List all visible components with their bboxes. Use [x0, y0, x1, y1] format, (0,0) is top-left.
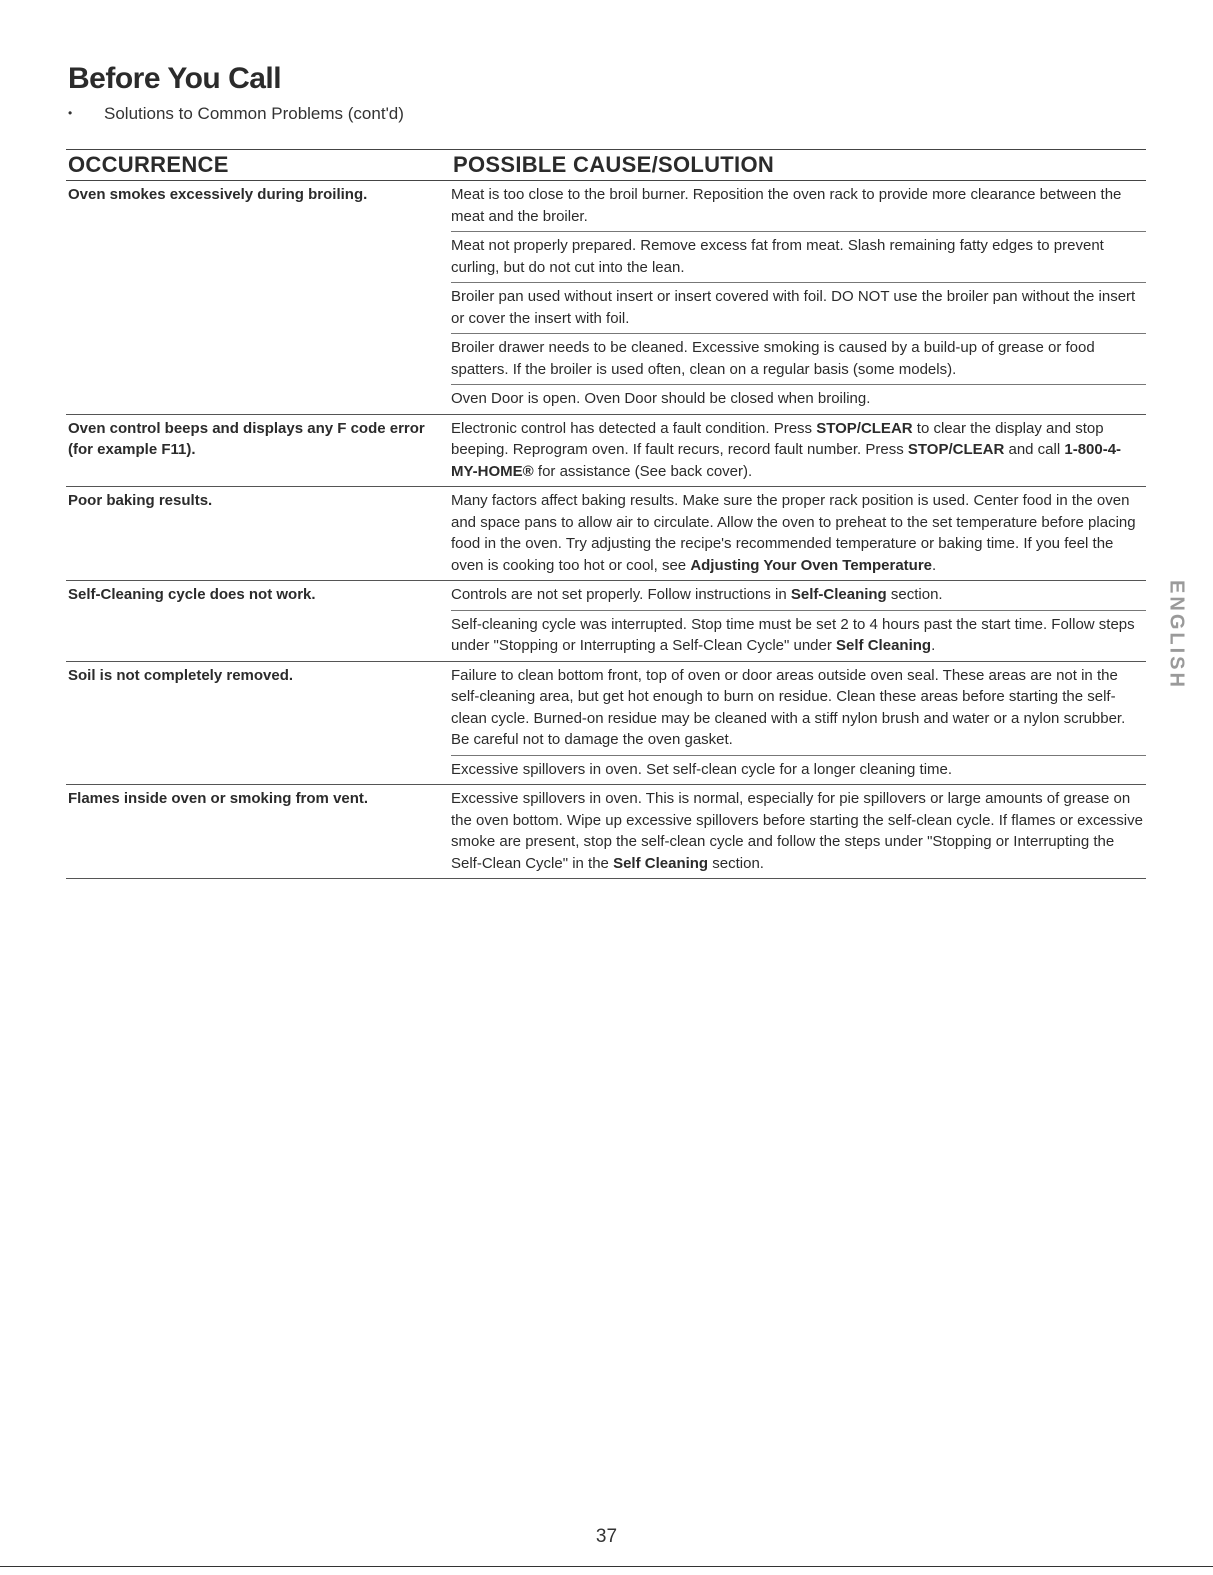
solution-text: Broiler pan used without insert or insert covered with foil. DO NOT use the broiler pan without the insert or cover the insert with foil.	[451, 288, 1136, 327]
occurrence-cell: Oven smokes excessively during broiling.	[68, 186, 368, 203]
solution-column-header: POSSIBLE CAUSE/SOLUTION	[453, 152, 775, 177]
table-row	[66, 415, 1146, 488]
solution-text: and call	[1004, 441, 1065, 458]
solution-text: Oven Door is open. Oven Door should be closed when broiling.	[451, 390, 871, 407]
solution-text: Electronic control has detected a fault condition. Press	[451, 419, 817, 437]
solution-paragraph	[451, 282, 1146, 333]
solution-cell	[451, 581, 1146, 661]
footer-divider	[0, 1566, 1213, 1567]
solution-text: Controls are not set properly. Follow instructions in	[451, 586, 791, 603]
table-row	[66, 662, 1146, 786]
table-body	[66, 181, 1146, 879]
solution-cell	[451, 415, 1146, 487]
occurrence-cell: Self-Cleaning cycle does not work.	[68, 586, 316, 603]
solution-text: Excessive spillovers in oven. Set self-clean cycle for a longer cleaning time.	[451, 760, 953, 778]
solution-text: for assistance (See back cover).	[533, 462, 753, 480]
solution-text: Failure to clean bottom front, top of oven or door areas outside oven seal. These areas are not in the self-cleaning area, but get hot enough to burn on residue. Clean these areas before starting the self-clean cycle. Burned-on residue may be cleaned with a stiff nylon brush and water or a nylon scrubber. Be careful not to damage the oven gasket.	[451, 666, 1126, 748]
occurrence-cell: Flames inside oven or smoking from vent.	[68, 790, 369, 807]
solution-text: Excessive spillovers in oven. This is normal, especially for pie spillovers or large amounts of grease on the oven bottom. Wipe up excessive spillovers before starting the self-clean cycle. If flames or excessive smoke are present, stop the self-clean cycle and follow the steps under "Stopping or Interrupting the Self-Clean Cycle" in the	[451, 790, 1143, 872]
solution-text: section.	[708, 854, 764, 872]
solution-cell	[451, 785, 1146, 878]
solution-cell	[451, 487, 1146, 580]
occurrence-cell: Soil is not completely removed.	[68, 666, 294, 684]
solution-text: Self-cleaning cycle was interrupted. Stop time must be set 2 to 4 hours past the start time. Follow steps under "Stopping or Interrupting a Self-Clean Cycle" under	[451, 615, 1135, 654]
table-row	[66, 785, 1146, 879]
subtitle-text: Solutions to Common Problems (cont'd)	[104, 104, 404, 123]
troubleshooting-table	[66, 149, 1146, 879]
solution-paragraph	[451, 231, 1146, 282]
solution-paragraph	[451, 610, 1146, 661]
occurrence-column-header: OCCURRENCE	[68, 152, 229, 177]
table-row	[66, 487, 1146, 581]
solution-text: section.	[886, 586, 943, 603]
solution-cell	[451, 181, 1146, 414]
table-row	[66, 581, 1146, 662]
solution-emphasis: Adjusting Your Oven Temperature	[690, 556, 933, 574]
solution-text: .	[931, 637, 936, 654]
occurrence-cell: Oven control beeps and displays any F code error (for example F11).	[68, 419, 425, 458]
solution-text: Meat not properly prepared. Remove excess fat from meat. Slash remaining fatty edges to prevent curling, but do not cut into the lean.	[451, 237, 1104, 276]
solution-emphasis: Self Cleaning	[836, 637, 932, 654]
solution-text: Broiler drawer needs to be cleaned. Excessive smoking is caused by a build-up of grease or food spatters. If the broiler is used often, clean on a regular basis (some models).	[451, 339, 1095, 378]
page-subtitle	[68, 104, 404, 124]
solution-text: Many factors affect baking results. Make sure the proper rack position is used. Center food in the oven and space pans to allow air to circulate. Allow the oven to preheat to the set temperature before placing food in the oven. Try adjusting the recipe's recommended temperature or baking time. If you feel the oven is cooking too hot or cool, see	[451, 492, 1136, 574]
solution-emphasis: Self-Cleaning	[790, 586, 887, 603]
solution-paragraph	[451, 581, 1146, 610]
side-tab-label: ENGLISH	[1165, 580, 1188, 690]
occurrence-cell: Poor baking results.	[68, 492, 213, 509]
solution-emphasis: Self Cleaning	[613, 854, 709, 872]
solution-emphasis: STOP/CLEAR	[816, 419, 913, 437]
solution-paragraph	[451, 384, 1146, 414]
solution-paragraph	[451, 415, 1146, 487]
solution-text: .	[932, 556, 937, 574]
solution-paragraph	[451, 662, 1146, 755]
page-number: 37	[595, 1526, 618, 1547]
solution-emphasis: STOP/CLEAR	[907, 441, 1005, 458]
bullet-icon: •	[68, 106, 73, 120]
page-title: Before You Call	[68, 62, 282, 95]
table-header	[66, 149, 1146, 181]
solution-paragraph	[451, 487, 1146, 580]
solution-paragraph	[451, 755, 1146, 785]
table-row	[66, 181, 1146, 415]
solution-emphasis: 1-800-4-MY-HOME®	[451, 441, 1122, 480]
solution-paragraph	[451, 785, 1146, 878]
solution-cell	[451, 662, 1146, 785]
solution-text: Meat is too close to the broil burner. Reposition the oven rack to provide more clearance between the meat and the broiler.	[451, 186, 1122, 225]
solution-paragraph	[451, 333, 1146, 384]
solution-text: to clear the display and stop beeping. Reprogram oven. If fault recurs, record fault number. Press	[451, 419, 1104, 458]
language-side-tab	[1156, 560, 1196, 710]
solution-paragraph	[451, 181, 1146, 231]
